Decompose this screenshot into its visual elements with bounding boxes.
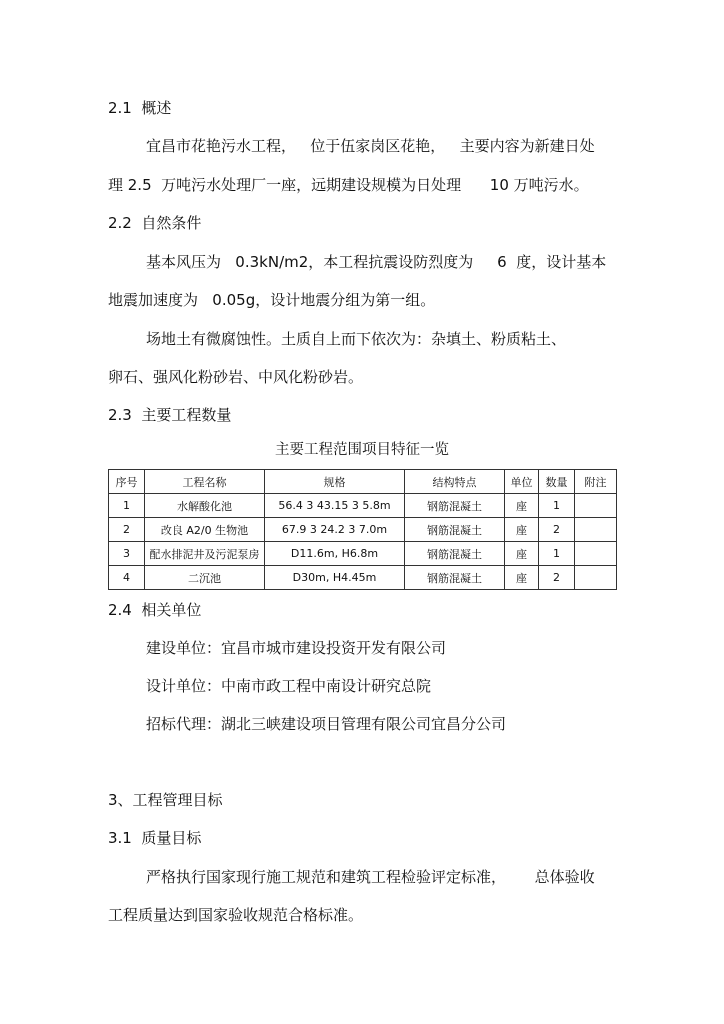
table-cell: 1 — [109, 494, 145, 518]
table-cell: 67.9 3 24.2 3 7.0m — [265, 518, 405, 542]
table-row — [109, 566, 617, 590]
section-2-4-heading: 2.4 相关单位 — [108, 601, 202, 619]
table-cell: 钢筋混凝土 — [405, 494, 505, 518]
table-cell: 3 — [109, 542, 145, 566]
table-cell: 2 — [539, 566, 575, 590]
design-unit: 设计单位：中南市政工程中南设计研究总院 — [146, 677, 432, 695]
table-cell: 水解酸化池 — [145, 494, 265, 518]
column-header: 工程名称 — [145, 470, 265, 494]
column-header: 规格 — [265, 470, 405, 494]
table-cell: 钢筋混凝土 — [405, 518, 505, 542]
construction-unit: 建设单位：宜昌市城市建设投资开发有限公司 — [146, 639, 447, 657]
table-row — [109, 542, 617, 566]
bidding-agent: 招标代理：湖北三峡建设项目管理有限公司宜昌分公司 — [146, 715, 507, 733]
quality-paragraph-line-2: 工程质量达到国家验收规范合格标准。 — [108, 906, 364, 924]
section-3-heading: 3、工程管理目标 — [108, 791, 223, 809]
table-cell: 56.4 3 43.15 3 5.8m — [265, 494, 405, 518]
table-row — [109, 518, 617, 542]
table-cell: 钢筋混凝土 — [405, 566, 505, 590]
table-cell: D30m, H4.45m — [265, 566, 405, 590]
table-cell: 改良 A2/0 生物池 — [145, 518, 265, 542]
table-cell: 钢筋混凝土 — [405, 542, 505, 566]
table-row — [109, 494, 617, 518]
section-2-1-heading: 2.1 概述 — [108, 99, 172, 117]
table-cell: 二沉池 — [145, 566, 265, 590]
column-header: 序号 — [109, 470, 145, 494]
section-2-2-heading: 2.2 自然条件 — [108, 214, 202, 232]
table-cell: 座 — [505, 566, 539, 590]
section-2-3-heading: 2.3 主要工程数量 — [108, 406, 232, 424]
table-cell — [575, 566, 617, 590]
table-cell — [575, 494, 617, 518]
table-cell: 4 — [109, 566, 145, 590]
column-header: 结构特点 — [405, 470, 505, 494]
table-cell: 2 — [539, 518, 575, 542]
engineering-scope-table — [108, 469, 617, 590]
table-cell: 配水排泥井及污泥泵房 — [145, 542, 265, 566]
quality-paragraph-line-1: 严格执行国家现行施工规范和建筑工程检验评定标准， 总体验收 — [146, 868, 595, 886]
table-cell: 1 — [539, 494, 575, 518]
table-header-row — [109, 470, 617, 494]
overview-paragraph-line-2: 理 2.5 万吨污水处理厂一座，远期建设规模为日处理 10 万吨污水。 — [108, 176, 589, 194]
conditions-paragraph-2-line-2: 卵石、强风化粉砂岩、中风化粉砂岩。 — [108, 368, 364, 386]
table-cell: 1 — [539, 542, 575, 566]
table-cell: 2 — [109, 518, 145, 542]
section-3-1-heading: 3.1 质量目标 — [108, 829, 202, 847]
table-cell: 座 — [505, 494, 539, 518]
overview-paragraph-line-1: 宜昌市花艳污水工程， 位于伍家岗区花艳， 主要内容为新建日处 — [146, 137, 595, 155]
conditions-paragraph-1-line-1: 基本风压为 0.3kN/m2，本工程抗震设防烈度为 6 度，设计基本 — [146, 253, 607, 271]
column-header: 数量 — [539, 470, 575, 494]
column-header: 单位 — [505, 470, 539, 494]
table-cell: 座 — [505, 518, 539, 542]
conditions-paragraph-2-line-1: 场地土有微腐蚀性。土质自上而下依次为：杂填土、粉质粘土、 — [146, 330, 567, 348]
conditions-paragraph-1-line-2: 地震加速度为 0.05g，设计地震分组为第一组。 — [108, 291, 436, 309]
table-cell — [575, 518, 617, 542]
column-header: 附注 — [575, 470, 617, 494]
table-cell — [575, 542, 617, 566]
table-caption: 主要工程范围项目特征一览 — [275, 442, 449, 458]
table-cell: D11.6m, H6.8m — [265, 542, 405, 566]
table-cell: 座 — [505, 542, 539, 566]
